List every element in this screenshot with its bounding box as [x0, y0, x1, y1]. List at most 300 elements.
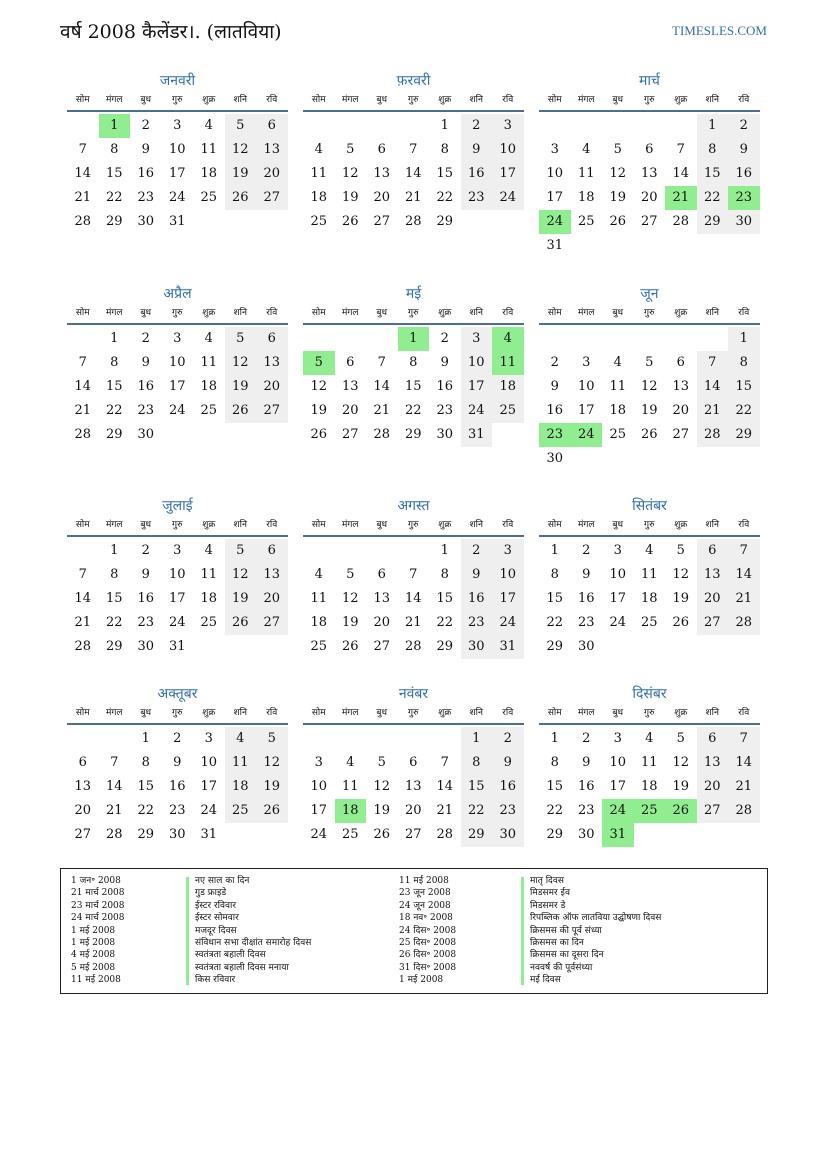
day-cell: 30 — [577, 827, 595, 842]
day-cell: 9 — [141, 567, 150, 582]
weekday-label: रवि — [266, 308, 278, 318]
day-cell: 3 — [204, 731, 213, 746]
day-cell: 14 — [105, 779, 123, 794]
day-cell: 27 — [672, 427, 690, 442]
weekday-label: मंगल — [341, 308, 359, 318]
weekday-label: रवि — [738, 708, 750, 718]
day-cell: 9 — [582, 755, 591, 770]
day-cell: 30 — [137, 639, 155, 654]
day-cell: 16 — [546, 403, 564, 418]
day-grid — [67, 727, 288, 847]
day-cell: 29 — [105, 214, 123, 229]
weekday-label: रवि — [502, 520, 514, 530]
day-cell: 20 — [256, 162, 288, 186]
month-block — [539, 283, 760, 471]
empty-cell — [665, 327, 697, 351]
day-cell: 5 — [613, 142, 622, 157]
day-cell: 17 — [577, 403, 595, 418]
weekday-label: सोम — [75, 95, 90, 105]
empty-cell — [67, 114, 99, 138]
day-cell: 2 — [141, 118, 150, 133]
legend-entry: 1 मई 2008 — [71, 925, 116, 936]
day-cell: 1 — [440, 543, 449, 558]
day-cell: 17 — [168, 379, 186, 394]
day-cell: 13 — [341, 379, 359, 394]
day-cell: 10 — [168, 567, 186, 582]
weekday-label: शनि — [705, 708, 719, 718]
empty-cell — [539, 327, 571, 351]
month-name: जुलाई — [162, 498, 193, 514]
weekday-header — [303, 517, 524, 537]
day-cell: 22 — [461, 799, 493, 823]
weekday-label: गुरु — [644, 95, 655, 105]
day-cell: 20 — [373, 615, 391, 630]
day-cell: 7 — [78, 142, 87, 157]
empty-cell — [335, 114, 367, 138]
weekday-label: बुध — [376, 95, 388, 105]
weekday-header — [539, 517, 760, 537]
month-name: फ़रवरी — [396, 73, 431, 89]
day-cell: 12 — [341, 166, 359, 181]
day-cell: 6 — [78, 755, 87, 770]
day-cell: 3 — [613, 731, 622, 746]
weekday-label: सोम — [311, 520, 326, 530]
weekday-label: मंगल — [577, 520, 595, 530]
day-cell: 14 — [728, 751, 760, 775]
day-cell: 25 — [577, 214, 595, 229]
legend-entry: ईस्टर रविवार — [195, 900, 237, 911]
day-cell: 29 — [461, 823, 493, 847]
day-cell: 12 — [256, 751, 288, 775]
empty-cell — [571, 327, 603, 351]
day-cell: 22 — [546, 615, 564, 630]
day-cell: 28 — [105, 827, 123, 842]
day-cell: 25 — [200, 403, 218, 418]
day-cell: 7 — [728, 727, 760, 751]
legend-entry: 18 नव॰ 2008 — [399, 913, 453, 924]
weekday-label: शनि — [705, 520, 719, 530]
legend-entry: स्वतंत्रता बहाली दिवस — [195, 950, 266, 961]
day-cell: 3 — [492, 539, 524, 563]
day-cell: 1 — [461, 727, 493, 751]
legend-left-dates — [71, 875, 125, 987]
day-cell: 2 — [173, 731, 182, 746]
legend-entry: क्रिसमस का दिन — [530, 938, 584, 949]
day-cell: 11 — [310, 166, 328, 181]
weekday-header — [67, 92, 288, 112]
day-cell: 14 — [404, 591, 422, 606]
day-cell: 15 — [436, 591, 454, 606]
day-cell: 29 — [697, 210, 729, 234]
day-cell: 23 — [577, 615, 595, 630]
day-cell: 19 — [225, 162, 257, 186]
day-cell: 24 — [168, 190, 186, 205]
day-cell: 25 — [640, 615, 658, 630]
day-cell: 21 — [697, 399, 729, 423]
weekday-label: मंगल — [577, 308, 595, 318]
day-grid — [303, 539, 524, 659]
day-cell: 17 — [200, 779, 218, 794]
day-cell: 18 — [200, 166, 218, 181]
day-cell: 11 — [577, 166, 595, 181]
day-cell: 3 — [173, 118, 182, 133]
day-grid — [67, 327, 288, 447]
day-cell: 22 — [137, 803, 155, 818]
day-cell: 12 — [609, 166, 627, 181]
day-cell: 19 — [609, 190, 627, 205]
day-cell: 21 — [74, 190, 92, 205]
empty-cell — [67, 327, 99, 351]
day-cell: 16 — [137, 379, 155, 394]
day-cell: 27 — [404, 827, 422, 842]
day-cell: 21 — [665, 186, 697, 210]
day-cell: 19 — [341, 190, 359, 205]
day-cell: 3 — [492, 114, 524, 138]
day-cell: 22 — [105, 403, 123, 418]
day-cell: 18 — [640, 779, 658, 794]
day-cell: 5 — [377, 755, 386, 770]
day-cell: 5 — [225, 539, 257, 563]
weekday-header — [303, 92, 524, 112]
day-cell: 6 — [377, 567, 386, 582]
day-cell: 21 — [728, 587, 760, 611]
weekday-label: मंगल — [105, 308, 123, 318]
legend-entry: 24 मार्च 2008 — [71, 913, 125, 924]
day-grid — [539, 539, 760, 659]
day-cell: 11 — [609, 379, 627, 394]
day-cell: 22 — [436, 190, 454, 205]
weekday-label: शुक्र — [438, 95, 452, 105]
weekday-label: गुरु — [172, 95, 183, 105]
day-cell: 12 — [225, 351, 257, 375]
weekday-label: बुध — [612, 520, 624, 530]
legend-entry: क्रिसमस की पूर्व संध्या — [530, 925, 602, 936]
day-cell: 13 — [640, 166, 658, 181]
day-cell: 5 — [346, 142, 355, 157]
day-cell: 7 — [409, 142, 418, 157]
day-cell: 19 — [341, 615, 359, 630]
day-cell: 9 — [492, 751, 524, 775]
day-cell: 17 — [168, 591, 186, 606]
weekday-label: शनि — [469, 520, 483, 530]
day-cell: 27 — [697, 799, 729, 823]
day-cell: 16 — [461, 162, 493, 186]
legend-entry: 23 मार्च 2008 — [71, 900, 125, 911]
weekday-label: रवि — [266, 95, 278, 105]
legend-entry: 24 जून 2008 — [399, 900, 451, 911]
day-cell: 9 — [461, 563, 493, 587]
day-cell: 10 — [609, 755, 627, 770]
legend-entry: रिपब्लिक ऑफ लातविया उद्घोषणा दिवस — [530, 913, 662, 924]
day-cell: 25 — [492, 399, 524, 423]
day-cell: 29 — [546, 639, 564, 654]
site-link[interactable]: TIMESLES.COM — [672, 23, 767, 38]
day-cell: 4 — [204, 118, 213, 133]
day-cell: 19 — [256, 775, 288, 799]
day-cell: 28 — [74, 427, 92, 442]
weekday-label: गुरु — [408, 520, 419, 530]
legend-entry: किस रविवार — [195, 975, 236, 986]
weekday-header — [539, 705, 760, 725]
legend-right-dates — [399, 875, 456, 987]
day-cell: 28 — [697, 423, 729, 447]
day-cell: 25 — [310, 639, 328, 654]
weekday-label: गुरु — [172, 708, 183, 718]
day-cell: 16 — [577, 779, 595, 794]
day-cell: 1 — [398, 327, 430, 351]
month-name: अगस्त — [397, 498, 430, 514]
day-cell: 28 — [74, 639, 92, 654]
day-cell: 18 — [310, 615, 328, 630]
weekday-label: सोम — [75, 708, 90, 718]
day-cell: 20 — [672, 403, 690, 418]
weekday-header — [303, 705, 524, 725]
day-cell: 6 — [697, 539, 729, 563]
weekday-header — [67, 305, 288, 325]
day-cell: 20 — [640, 190, 658, 205]
day-cell: 15 — [105, 591, 123, 606]
legend-entry: नववर्ष की पूर्वसंध्या — [530, 962, 593, 973]
month-block — [303, 70, 524, 234]
day-cell: 26 — [640, 427, 658, 442]
empty-cell — [665, 114, 697, 138]
day-cell: 26 — [225, 611, 257, 635]
month-name: मार्च — [639, 73, 660, 89]
day-cell: 7 — [110, 755, 119, 770]
legend-entry: 21 मार्च 2008 — [71, 888, 125, 899]
day-cell: 26 — [225, 399, 257, 423]
day-cell: 21 — [436, 803, 454, 818]
day-cell: 5 — [303, 351, 335, 375]
weekday-label: रवि — [266, 708, 278, 718]
day-cell: 1 — [697, 114, 729, 138]
day-cell: 24 — [539, 210, 571, 234]
day-cell: 27 — [341, 427, 359, 442]
day-cell: 23 — [436, 403, 454, 418]
weekday-label: गुरु — [644, 708, 655, 718]
day-cell: 2 — [492, 727, 524, 751]
day-cell: 27 — [256, 186, 288, 210]
legend-entry: 11 मई 2008 — [71, 975, 121, 986]
weekday-label: गुरु — [408, 708, 419, 718]
day-cell: 9 — [582, 567, 591, 582]
month-block — [303, 283, 524, 447]
weekday-label: रवि — [266, 520, 278, 530]
day-cell: 3 — [550, 142, 559, 157]
day-cell: 13 — [74, 779, 92, 794]
weekday-label: सोम — [547, 95, 562, 105]
day-cell: 8 — [110, 567, 119, 582]
legend-entry: 1 मई 2008 — [71, 938, 116, 949]
day-cell: 11 — [200, 142, 218, 157]
day-cell: 15 — [728, 375, 760, 399]
day-cell: 30 — [137, 214, 155, 229]
day-cell: 8 — [440, 567, 449, 582]
day-cell: 13 — [256, 138, 288, 162]
empty-cell — [303, 114, 335, 138]
day-cell: 30 — [577, 639, 595, 654]
day-cell: 2 — [461, 114, 493, 138]
day-cell: 8 — [728, 351, 760, 375]
weekday-label: गुरु — [408, 95, 419, 105]
day-cell: 12 — [373, 779, 391, 794]
weekday-label: बुध — [612, 308, 624, 318]
day-cell: 14 — [672, 166, 690, 181]
day-grid — [303, 114, 524, 234]
month-block — [539, 683, 760, 847]
empty-cell — [335, 727, 367, 751]
day-cell: 4 — [225, 727, 257, 751]
weekday-label: शुक्र — [202, 95, 216, 105]
day-cell: 18 — [335, 799, 367, 823]
weekday-label: मंगल — [341, 708, 359, 718]
day-cell: 16 — [168, 779, 186, 794]
day-cell: 5 — [225, 327, 257, 351]
weekday-label: गुरु — [644, 308, 655, 318]
day-cell: 3 — [613, 543, 622, 558]
legend-entry: 23 जून 2008 — [399, 888, 451, 899]
legend-entry: मिडसमर ईव — [530, 888, 570, 899]
day-cell: 18 — [492, 375, 524, 399]
day-cell: 25 — [200, 615, 218, 630]
day-cell: 13 — [256, 563, 288, 587]
day-cell: 11 — [310, 591, 328, 606]
day-cell: 31 — [461, 423, 493, 447]
month-block — [539, 495, 760, 659]
month-block — [67, 283, 288, 447]
weekday-label: सोम — [311, 708, 326, 718]
legend-entry: मई दिवस — [530, 975, 561, 986]
day-cell: 21 — [404, 190, 422, 205]
weekday-label: शुक्र — [674, 708, 688, 718]
legend-entry: 11 मई 2008 — [399, 876, 449, 886]
day-cell: 9 — [550, 379, 559, 394]
day-cell: 8 — [461, 751, 493, 775]
day-cell: 23 — [539, 423, 571, 447]
day-cell: 31 — [168, 214, 186, 229]
month-name: जून — [640, 286, 659, 302]
day-cell: 27 — [697, 611, 729, 635]
day-cell: 5 — [346, 567, 355, 582]
day-cell: 31 — [168, 639, 186, 654]
day-cell: 6 — [645, 142, 654, 157]
weekday-label: शनि — [469, 95, 483, 105]
day-cell: 27 — [640, 214, 658, 229]
day-grid — [67, 539, 288, 659]
empty-cell — [335, 327, 367, 351]
day-cell: 5 — [676, 543, 685, 558]
day-cell: 13 — [697, 751, 729, 775]
day-cell: 17 — [492, 587, 524, 611]
day-cell: 1 — [110, 543, 119, 558]
empty-cell — [366, 539, 398, 563]
day-cell: 17 — [609, 779, 627, 794]
day-cell: 15 — [404, 379, 422, 394]
day-cell: 9 — [141, 142, 150, 157]
empty-cell — [398, 539, 430, 563]
day-cell: 16 — [461, 587, 493, 611]
day-cell: 24 — [310, 827, 328, 842]
day-cell: 9 — [728, 138, 760, 162]
day-cell: 6 — [697, 727, 729, 751]
day-cell: 2 — [440, 331, 449, 346]
day-cell: 9 — [173, 755, 182, 770]
day-cell: 1 — [728, 327, 760, 351]
legend-entry: ईस्टर सोमवार — [195, 913, 239, 924]
day-cell: 30 — [168, 827, 186, 842]
day-cell: 22 — [697, 186, 729, 210]
day-cell: 30 — [436, 427, 454, 442]
day-cell: 15 — [461, 775, 493, 799]
day-cell: 16 — [577, 591, 595, 606]
day-cell: 6 — [409, 755, 418, 770]
weekday-label: बुध — [376, 308, 388, 318]
month-block — [303, 683, 524, 847]
empty-cell — [634, 114, 666, 138]
weekday-label: शनि — [233, 520, 247, 530]
weekday-label: सोम — [311, 95, 326, 105]
day-cell: 5 — [225, 114, 257, 138]
day-cell: 16 — [728, 162, 760, 186]
day-cell: 29 — [436, 639, 454, 654]
day-cell: 21 — [404, 615, 422, 630]
weekday-label: मंगल — [341, 95, 359, 105]
day-cell: 1 — [99, 114, 131, 138]
day-cell: 22 — [105, 190, 123, 205]
empty-cell — [634, 327, 666, 351]
day-cell: 8 — [141, 755, 150, 770]
day-cell: 29 — [436, 214, 454, 229]
day-cell: 15 — [697, 162, 729, 186]
day-cell: 24 — [602, 799, 634, 823]
weekday-label: मंगल — [577, 708, 595, 718]
month-name: नवंबर — [398, 686, 429, 702]
day-cell: 24 — [168, 615, 186, 630]
day-cell: 3 — [461, 327, 493, 351]
day-cell: 1 — [141, 731, 150, 746]
day-cell: 21 — [373, 403, 391, 418]
day-cell: 8 — [409, 355, 418, 370]
day-cell: 24 — [492, 611, 524, 635]
day-cell: 26 — [341, 214, 359, 229]
weekday-label: गुरु — [172, 308, 183, 318]
day-cell: 14 — [728, 563, 760, 587]
day-cell: 25 — [609, 427, 627, 442]
day-cell: 8 — [110, 142, 119, 157]
empty-cell — [398, 114, 430, 138]
day-cell: 4 — [613, 355, 622, 370]
weekday-label: मंगल — [105, 708, 123, 718]
weekday-label: सोम — [75, 520, 90, 530]
empty-cell — [99, 727, 131, 751]
month-name: जनवरी — [159, 73, 196, 89]
day-cell: 30 — [728, 210, 760, 234]
day-cell: 6 — [256, 539, 288, 563]
day-cell: 20 — [256, 375, 288, 399]
day-cell: 8 — [110, 355, 119, 370]
day-cell: 18 — [225, 775, 257, 799]
day-cell: 19 — [225, 375, 257, 399]
day-cell: 29 — [105, 639, 123, 654]
day-cell: 11 — [225, 751, 257, 775]
day-cell: 28 — [728, 611, 760, 635]
day-cell: 14 — [697, 375, 729, 399]
empty-cell — [571, 114, 603, 138]
day-cell: 4 — [645, 731, 654, 746]
day-cell: 7 — [676, 142, 685, 157]
day-cell: 11 — [492, 351, 524, 375]
month-block — [303, 495, 524, 659]
